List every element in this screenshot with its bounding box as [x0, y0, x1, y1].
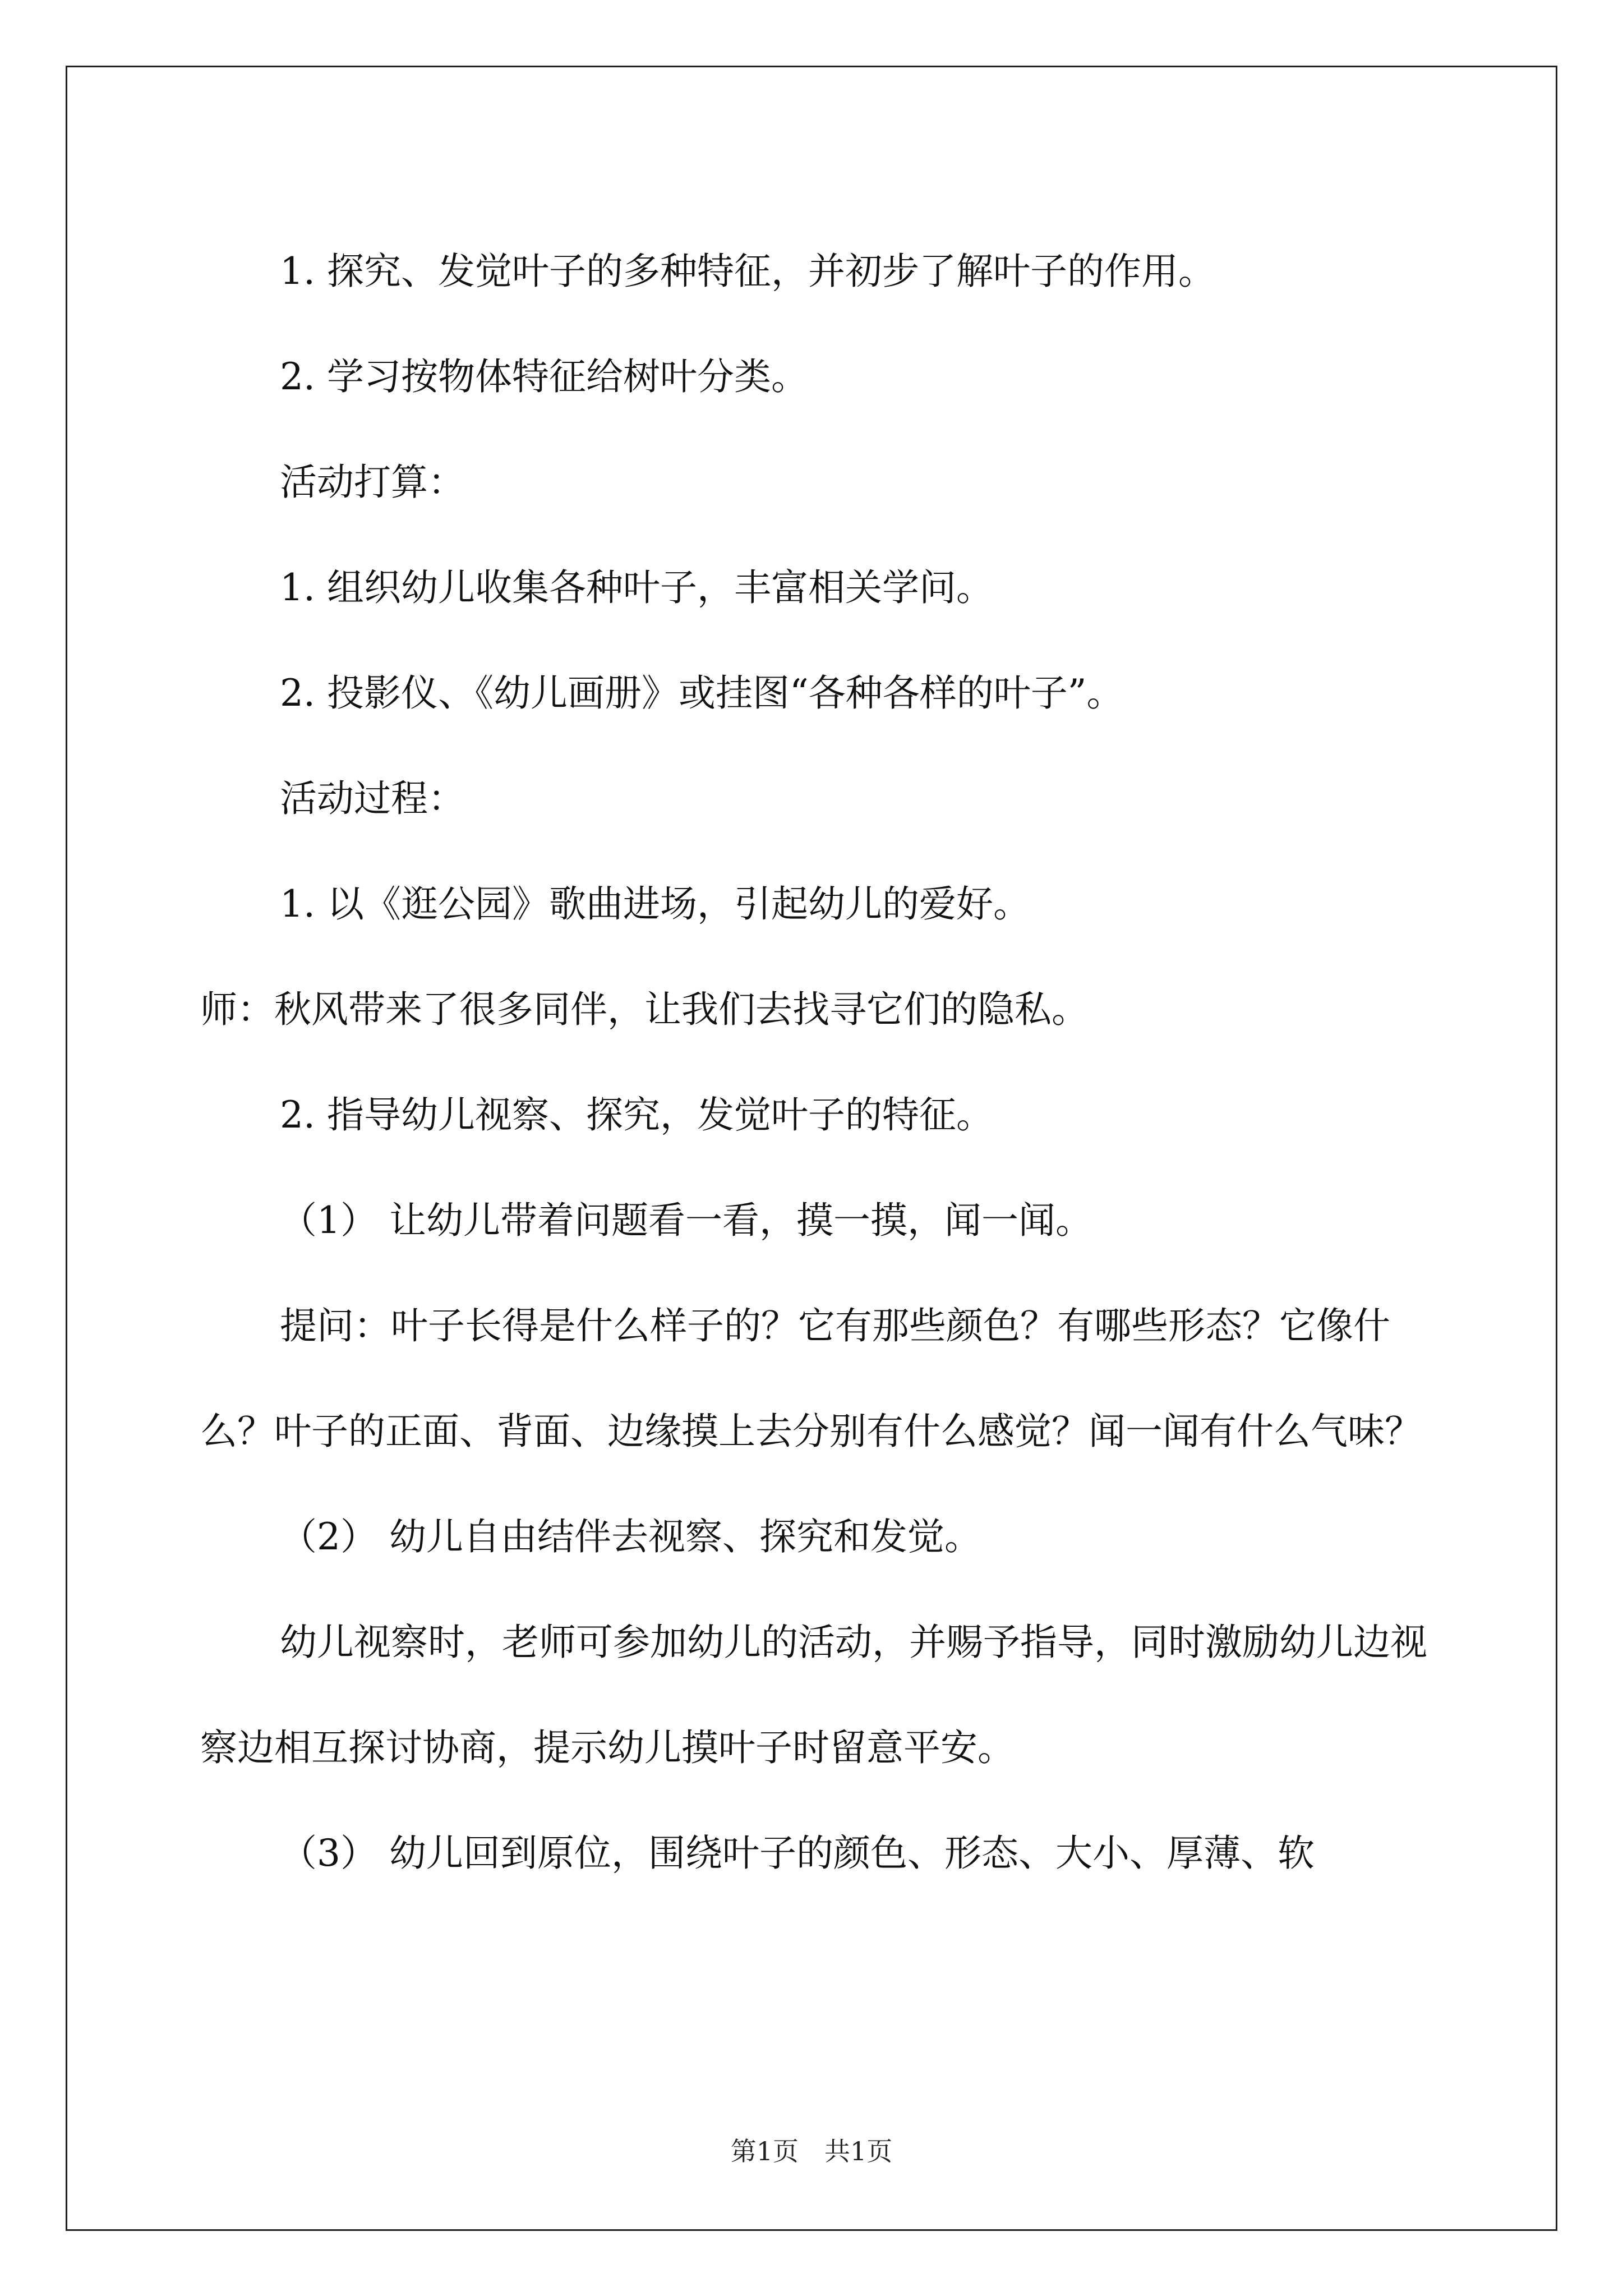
page-footer: 第1页 共1页 — [730, 2136, 893, 2166]
paragraph-heading-preparation: 活动打算： — [280, 461, 465, 504]
paragraph-heading-process: 活动过程： — [280, 777, 465, 820]
paragraph-step-2: （2） 幼儿自由结伴去视察、探究和发觉。 — [280, 1515, 981, 1558]
paragraph-process-2: 2. 指导幼儿视察、探究，发觉叶子的特征。 — [280, 1093, 993, 1137]
paragraph-questions: 提问：叶子长得是什么样子的？它有那些颜色？有哪些形态？它像什么？叶子的正面、背面、边缘摸上去分别有什么感觉？闻一闻有什么气味？ — [200, 1304, 1422, 1453]
paragraph-prep-2: 2. 投影仪、《幼儿画册》或挂图“各种各样的叶子”。 — [280, 671, 1124, 715]
paragraph-prep-1: 1. 组织幼儿收集各种叶子，丰富相关学问。 — [280, 566, 993, 609]
paragraph-process-1: 1. 以《逛公园》歌曲进场，引起幼儿的爱好。 — [280, 882, 1030, 926]
paragraph-step-1: （1） 让幼儿带着问题看一看，摸一摸，闻一闻。 — [280, 1199, 1092, 1242]
paragraph-teacher-line: 师：秋风带来了很多同伴，让我们去找寻它们的隐私。 — [200, 988, 1089, 1031]
document-body — [200, 219, 1434, 1906]
paragraph-goal-1: 1. 探究、发觉叶子的多种特征，并初步了解叶子的作用。 — [280, 250, 1215, 293]
paragraph-step-3: （3） 幼儿回到原位，围绕叶子的颜色、形态、大小、厚薄、软 — [280, 1832, 1315, 1875]
paragraph-observation: 幼儿视察时，老师可参加幼儿的活动，并赐予指导，同时激励幼儿边视察边相互探讨协商，提示幼儿摸叶子时留意平安。 — [200, 1621, 1427, 1769]
paragraph-goal-2: 2. 学习按物体特征给树叶分类。 — [280, 355, 808, 398]
